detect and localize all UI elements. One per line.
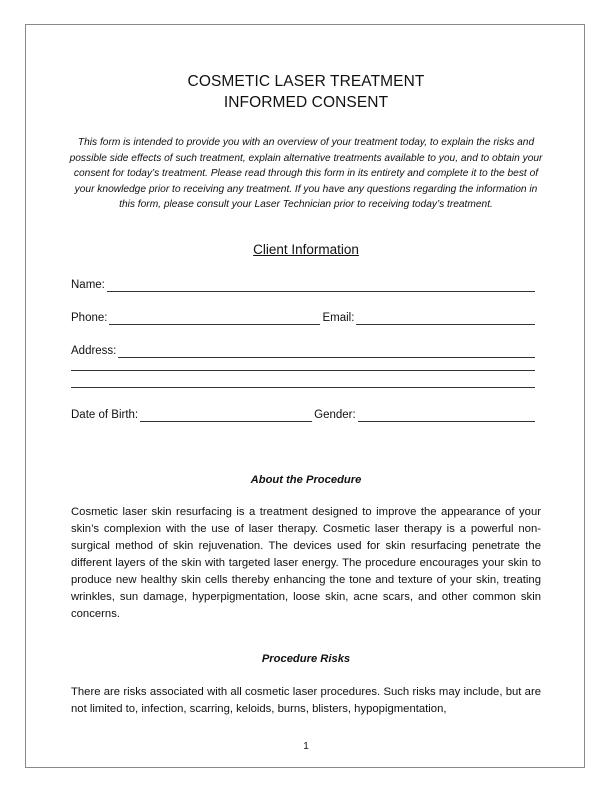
gender-field[interactable] bbox=[358, 411, 535, 422]
procedure-risks-text: There are risks associated with all cosmetic laser procedures. Such risks may include, but are not limited to, infection, scarring, keloids, burns, blisters, hypopigmentation, bbox=[71, 686, 541, 715]
email-label: Email: bbox=[322, 312, 355, 324]
procedure-risks-heading: Procedure Risks bbox=[261, 653, 351, 665]
name-row bbox=[71, 276, 537, 292]
intro-paragraph: This form is intended to provide you with an overview of your treatment today, to explain the risks and possible side effects of such treatment, explain alternative treatments available to you, and to obtain your consent for today’s treatment. Please read through this form in its entirety and complete it to the best of your knowledge prior to receiving any treatment. If you have any questions regarding the information in this form, please consult your Laser Technician prior to receiving today’s treatment. bbox=[69, 137, 543, 210]
address-label: Address: bbox=[71, 345, 117, 357]
address-field[interactable] bbox=[118, 347, 535, 358]
address-line-3[interactable] bbox=[71, 387, 535, 388]
dob-gender-row bbox=[71, 406, 537, 422]
name-label: Name: bbox=[71, 279, 105, 291]
address-row bbox=[71, 342, 537, 358]
page-number: 1 bbox=[303, 741, 309, 752]
dob-label: Date of Birth: bbox=[71, 409, 139, 421]
address-line-2[interactable] bbox=[71, 370, 535, 371]
email-field[interactable] bbox=[356, 314, 535, 325]
gender-label: Gender: bbox=[314, 409, 356, 421]
phone-field[interactable] bbox=[109, 314, 320, 325]
client-information-heading: Client Information bbox=[253, 242, 359, 257]
document-subtitle: INFORMED CONSENT bbox=[223, 94, 389, 111]
phone-email-row bbox=[71, 309, 537, 325]
about-procedure-text: Cosmetic laser skin resurfacing is a treatment designed to improve the appearance of your skin’s complexion with the use of laser therapy. Cosmetic laser therapy is a powerful non-surgical method of skin rejuvenation. The devices used for skin resurfacing penetrate the different layers of the skin with targeted laser energy. The procedure encourages your skin to produce new healthy skin cells thereby enhancing the tone and texture of your skin, treating wrinkles, sun damage, hyperpigmentation, loose skin, acne scars, and other common skin concerns. bbox=[71, 506, 541, 620]
dob-field[interactable] bbox=[140, 411, 312, 422]
phone-label: Phone: bbox=[71, 312, 108, 324]
document-title: COSMETIC LASER TREATMENT bbox=[187, 73, 425, 90]
name-field[interactable] bbox=[107, 281, 535, 292]
about-procedure-heading: About the Procedure bbox=[250, 474, 362, 486]
